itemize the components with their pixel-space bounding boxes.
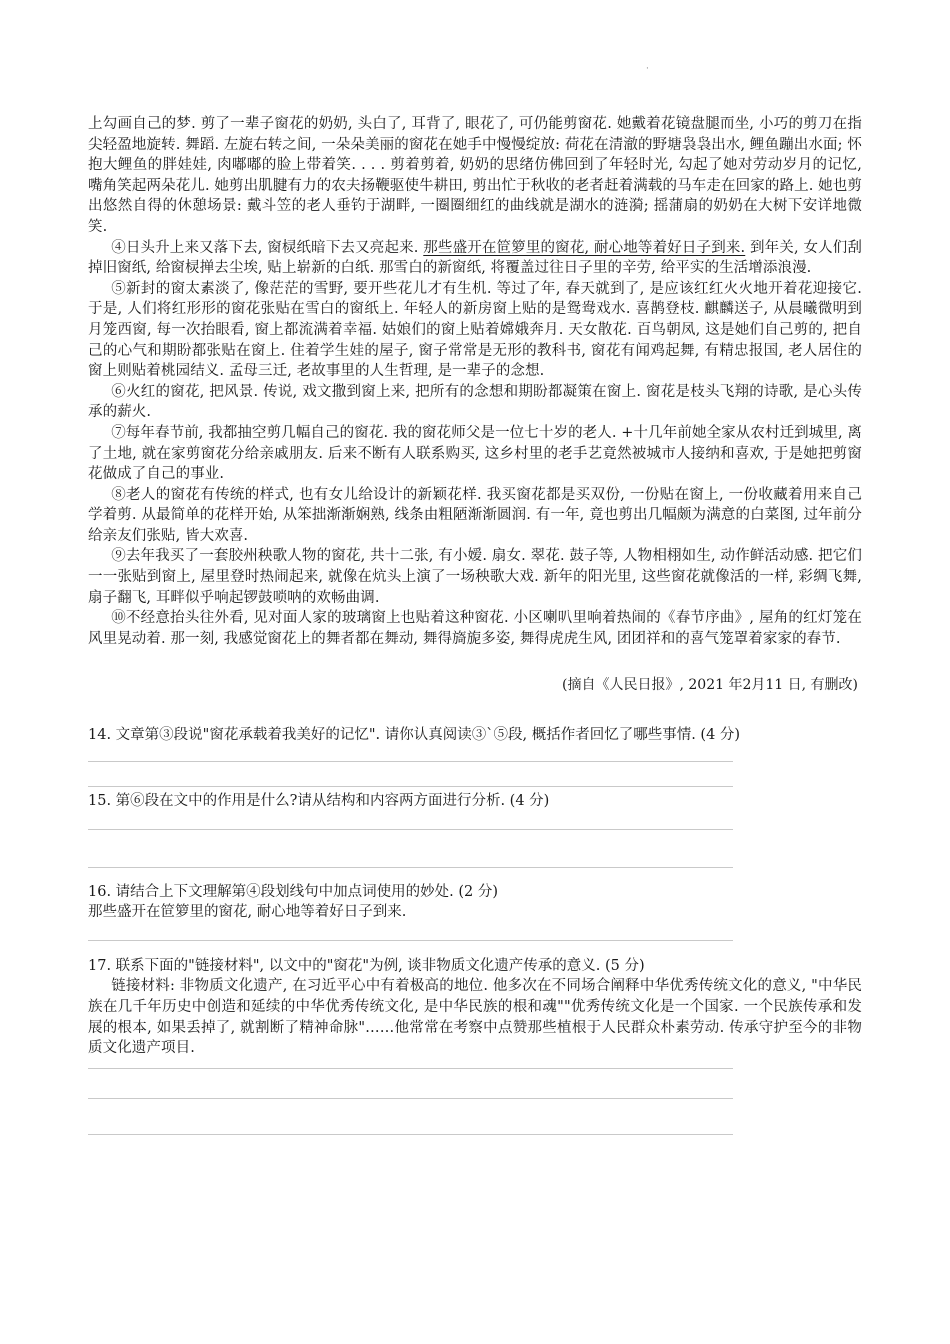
paragraph-5: ⑤新封的窗太素淡了, 像茫茫的雪野, 要开些花儿才有生机. 等过了年, 春天就到了, 是应该红红火火地开着花迎接它. 于是, 人们将红形形的窗花张贴在雪白的窗纸上. 年轻人的新房窗上贴的是鸳鸯戏水. 喜鹊登枝. 麒麟送子, 从晨曦微明到月笼西窗, 每一次抬眼看, 窗上都流满着幸福. 姑娘们的窗上贴着嫦娥奔月. 天女散花. 百鸟朝凤, 这是她们自己剪的, 把自己的心气和期盼都张贴在窗上. 住着学生娃的屋子, 窗子常常是无形的教科书, 窗花有闻鸡起舞, 有精忠报国, 老人居住的窗上则贴着桃园结义. 孟母三迁, 老故事里的人生哲理, 是一辈子的念想. [88, 280, 862, 380]
answer-line [88, 1098, 733, 1099]
paragraph-3-continued: 上勾画自己的梦. 剪了一辈子窗花的奶奶, 头白了, 耳背了, 眼花了, 可仍能剪窗花. 她戴着花镜盘腿而坐, 小巧的剪刀在指尖轻盈地旋转. 舞蹈. 左旋右转之间, 一朵朵美丽的窗花在她手中慢慢绽放: 荷花在清澈的野塘袅袅出水, 鲤鱼蹦出水面; 怀抱大鲤鱼的胖娃娃, 肉嘟嘟的脸上带着笑. . . . 剪着剪着, 奶奶的思绪仿佛回到了年轻时光, 勾起了她对劳动岁月的记忆, 嘴角笑起两朵花儿. 她剪出肌腱有力的农夫扬鞭驱使牛耕田, 剪出忙于秋收的老者赶着满载的马车走在回家的路上. 她也剪出悠然自得的休憩场景: 戴斗笠的老人垂钓于湖畔, 一圈圈细红的曲线就是湖水的涟漪; 摇蒲扇的奶奶在大树下安详地微笑. [88, 116, 862, 235]
paragraph-4-start: ④日头升上来又落下去, 窗棂纸暗下去又亮起来. [111, 239, 424, 256]
document-body [88, 114, 862, 1135]
answer-line [88, 829, 733, 830]
page-mark: · [646, 64, 649, 74]
question-14: 14. 文章第③段说"窗花承载着我美好的记忆". 请你认真阅读③`⑤段, 概括作者回忆了哪些事情. (4 分) [88, 727, 741, 744]
question-17: 17. 联系下面的"链接材料", 以文中的"窗花"为例, 谈非物质文化遗产传承的意义. (5 分) [88, 957, 645, 974]
question-15: 15. 第⑥段在文中的作用是什么?请从结构和内容两方面进行分析. (4 分) [88, 793, 550, 810]
paragraph-7: ⑦每年春节前, 我都抽空剪几幅自己的窗花. 我的窗花师父是一位七十岁的老人. +十几年前她全家从农村迁到城里, 离了土地, 就在家剪窗花分给亲戚朋友. 后来不断有人联系购买, 这乡村里的老手艺竟然被城市人接纳和喜欢, 于是她把剪窗花做成了自己的事业. [88, 424, 862, 483]
answer-line [88, 867, 733, 868]
paragraph-9: ⑨去年我买了一套胶州秧歌人物的窗花, 共十二张, 有小嫒. 扇女. 翠花. 鼓子等, 人物相栩如生, 动作鲜活动感. 把它们一一张贴到窗上, 屋里登时热闹起来, 就像在炕头上演了一场秧歌大戏. 新年的阳光里, 这些窗花就像活的一样, 彩绸飞舞, 扇子翻飞, 耳畔似乎响起锣鼓唢呐的欢畅曲调. [88, 548, 862, 606]
answer-line [88, 940, 733, 941]
answer-line [88, 1068, 733, 1069]
paragraph-8: ⑧老人的窗花有传统的样式, 也有女儿给设计的新颖花样. 我买窗花都是买双份, 一份贴在窗上, 一份收藏着用来自己学着剪. 从最简单的花样开始, 从笨拙渐渐娴熟, 线条由粗陋渐渐圆润. 有一年, 竟也剪出几幅颇为满意的白菜图, 过年前分给亲友们张贴, 皆大欢喜. [88, 486, 862, 544]
paragraph-6: ⑥火红的窗花, 把风景. 传说, 戏文撒到窗上来, 把所有的念想和期盼都凝策在窗上. 窗花是枝头飞翔的诗歌, 是心头传承的薪火. [88, 383, 862, 421]
answer-line [88, 786, 733, 787]
paragraph-4 [88, 238, 862, 279]
question-16: 16. 请结合上下文理解第④段划线句中加点词使用的妙处. (2 分) [88, 883, 499, 900]
source-citation: (摘自《人民日报》, 2021 年2月11 日, 有删改) [562, 677, 858, 694]
paragraph-4-underlined-sentence: 那些盛开在笸箩里的窗花, 耐心地等着好日子到来. [423, 239, 746, 256]
paragraph-10: ⑩不经意抬头往外看, 见对面人家的玻璃窗上也贴着这种窗花. 小区喇叭里响着热闹的《春节序曲》, 屋角的红灯笼在风里晃动着. 那一刻, 我感觉窗花上的舞者都在舞动, 舞得旖旎多姿, 舞得虎虎生风, 团团祥和的喜气笼罩着家家的春节. [88, 610, 862, 647]
answer-line [88, 1134, 733, 1135]
answer-line [88, 761, 733, 762]
paragraph-4-end: 到年关, 女人们刮掉旧窗纸, 给窗棂掸去尘埃, 贴上崭新的白纸. 那雪白的新窗纸, 将覆盖过往日子里的辛劳, 给平实的生活增添浪漫. [88, 239, 863, 277]
question-17-material: 链接材料: 非物质文化遗产, 在习近平心中有着极高的地位. 他多次在不同场合阐释中华优秀传统文化的意义, "中华民族在几千年历史中创造和延续的中华优秀传统文化, 是中华民族的根和魂""优秀传统文化是一个国家. 一个民族传承和发展的根本, 如果丢掉了, 就割断了精神命脉"……他常常在考察中点赞那些植根于人民群众朴素劳动. 传承守护至今的非物质文化遗产项目. [88, 978, 862, 1057]
question-16-quote: 那些盛开在笸箩里的窗花, 耐心地等着好日子到来. [88, 904, 407, 921]
